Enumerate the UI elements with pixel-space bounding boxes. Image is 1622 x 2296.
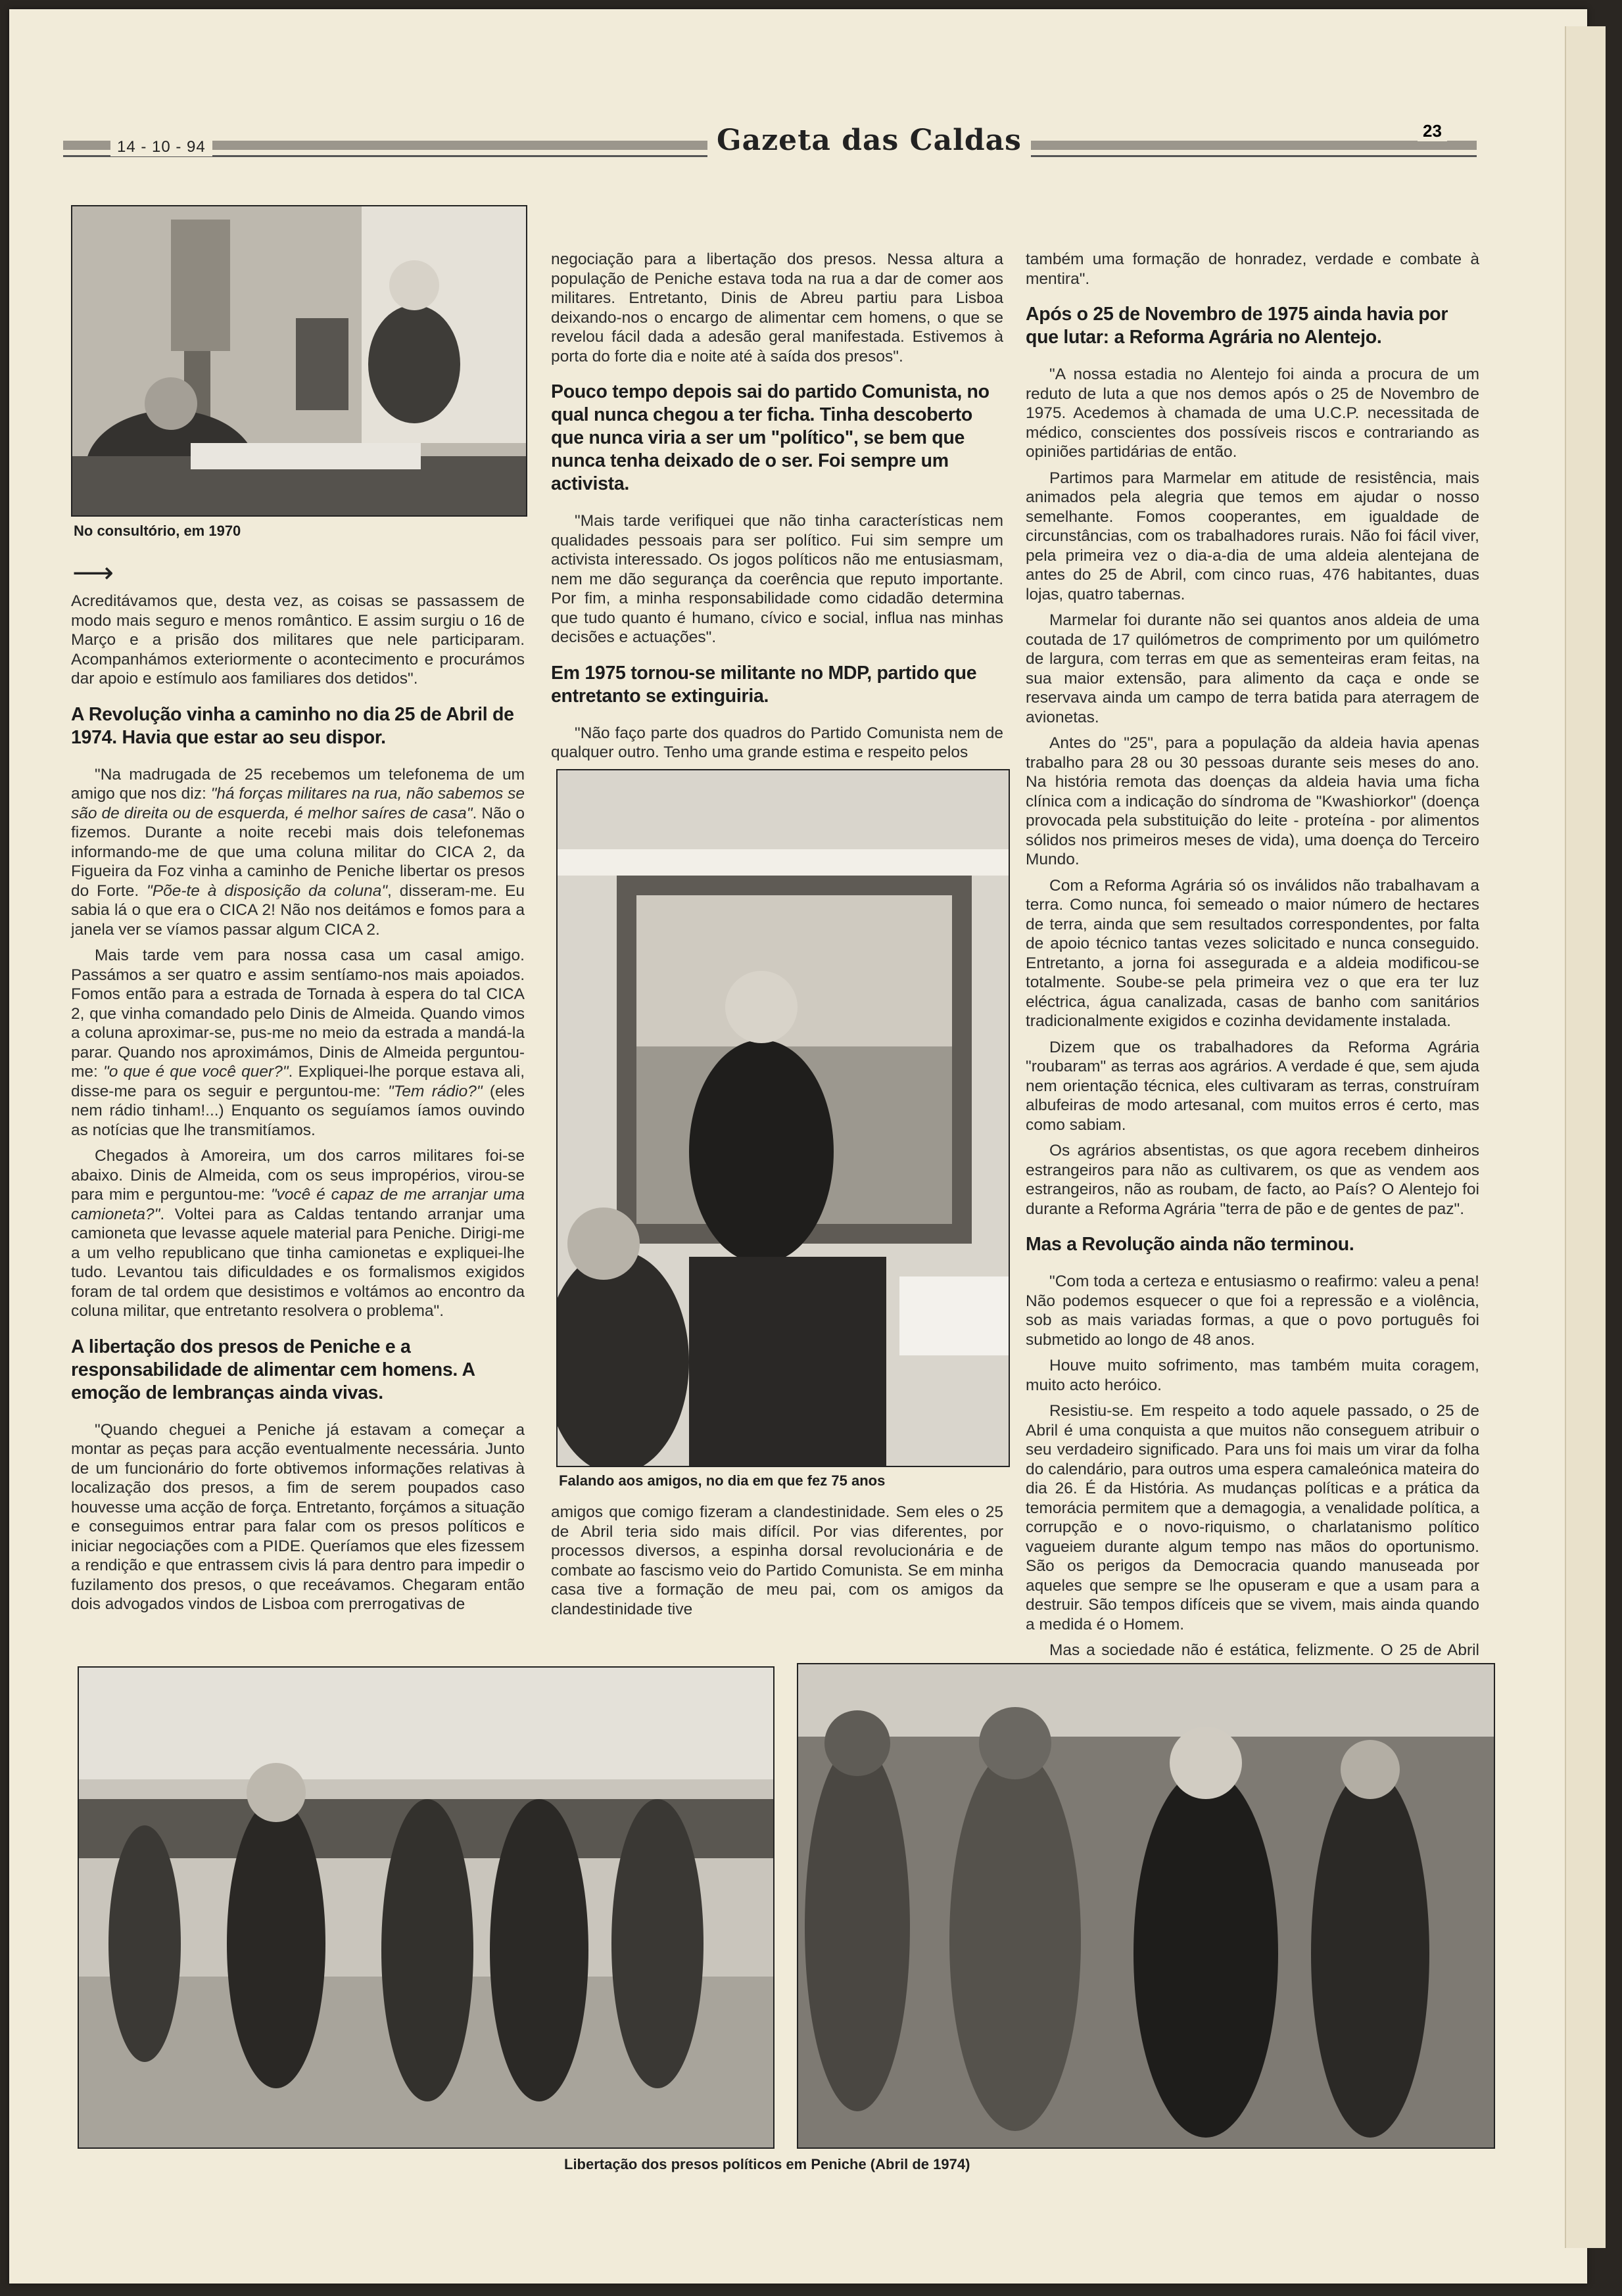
col3-para-10: Houve muito sofrimento, mas também muita coragem, muito acto heróico.	[1026, 1357, 1479, 1394]
col3-para-11: Resistiu-se. Em respeito a todo aquele passado, o 25 de Abril é uma conquista a que muitos não conseguem atribuir o seu verdadeiro significado. Para uns foi mais um virar da folha do calendário, para outros uma espera camaleónica mateira do dia 26. É da História. As mudanças políticas e a prática da temorácia permitem que a demagogia, a venalidade política, a corrupção e o novo-riquismo, o charlatanismo político vagueiem durante algum tempo nas mãos do oportunismo. São os perigos da Democracia quando manuseada por aqueles que sempre se lhe opuseram e que a usam para a destruir. São tempos difíceis que se vivem, mais ainda quando a medida é o Homem.	[1026, 1402, 1479, 1633]
photo-75-anos	[556, 769, 1010, 1467]
photo-peniche-left	[78, 1666, 775, 2149]
col1-para-4: "Quando cheguei a Peniche já estavam a começar a montar as peças para acção eventualmente necessária. Junto de um funcionário do forte obtivemos informações relativas à localização dos presos, a fim de serem poupados caso houvesse uma acção de força. Entretanto, forçámos a situação e conseguimos entrar para falar com os presos políticos e iniciar negociações com a PIDE. Queríamos que eles fizessem a rendição e que entrassem civis lá para dentro para impedir o fuzilamento dos presos, o que receávamos. Chegaram então dois advogados vindos de Lisboa com prerrogativas de	[71, 1420, 525, 1613]
col3-para-5: Antes do "25", para a população da aldeia havia apenas trabalho para 28 ou 30 pessoas durante seis meses do ano. Na história remota das doenças da aldeia havia uma ficha clínica com a indicação do síndroma de "Kwashiorkor" (doença provocada pela substituição do leite - proteína - por alimentos sólidos nos primeiros meses de vida), uma doença do Terceiro Mundo.	[1026, 734, 1479, 868]
photo-consultorio-image	[72, 206, 526, 515]
col3-para-8: Os agrários absentistas, os que agora recebem dinheiros estrangeiros para não as cultivarem, os que as vendem aos estrangeiros, não as roubam, de facto, ao País? O Alentejo foi durante a Reforma Agrária "terra de pão e de gentes de paz".	[1026, 1142, 1479, 1218]
col2-para-2: "Mais tarde verifiquei que não tinha características nem qualidades pessoais para ser político. Fui sim sempre um activista interessado. Os jogos políticos não me entusiasmam, nem me dão segurança da coerência que reputo importante. Por fim, a minha responsabilidade como cidadão determina que tudo quanto é humano, cívico e social, influa nas minhas decisões e actuações".	[551, 512, 1003, 646]
col1-para-2: Mais tarde vem para nossa casa um casal amigo. Passámos a ser quatro e assim sentíamo-nos mais apoiados. Fomos então para a estrada de Tornada à espera do tal CICA 2, que vinha comandado pelo Dinis de Almeida. Quando vimos a coluna aproximar-se, pus-me no meio da estrada a mandá-la parar. Quando nos aproximámos, Dinis de Almeida perguntou-me: "o que é que você quer?". Expliquei-lhe porque estava ali, disse-me para os seguir e perguntou-me: "Tem rádio?" (eles nem rádio tinham!...) Enquanto os seguíamos íamos ouvindo as notícias que lhe transmitíamos.	[71, 947, 525, 1139]
column-1	[71, 592, 525, 1621]
col3-para-6: Com a Reforma Agrária só os inválidos não trabalhavam a terra. Como nunca, foi semeado o maior número de hectares de terra, ainda que sem resultados correspondentes, por falta de apoio técnico tantas vezes solicitado e nunca conseguido. Entretanto, a jorna foi assegurada e a aldeia modificou-se totalmente. Soube-se pela primeira vez o que era ter luz eléctrica, água canalizada, casas de banho com sanitários tradicionalmente exigidos e cozinha devidamente instalada.	[1026, 876, 1479, 1030]
col3-heading-1: Após o 25 de Novembro de 1975 ainda havia por que lutar: a Reforma Agrária no Alentejo.	[1026, 304, 1448, 348]
page-header	[63, 118, 1477, 164]
col2-heading-1: Pouco tempo depois sai do partido Comunista, no qual nunca chegou a ter ficha. Tinha descoberto que nunca viria a ser um "político", se bem que nunca tenha deixado de o ser. Foi sempre um activista.	[551, 381, 990, 494]
page-number: 23	[1418, 121, 1447, 141]
col3-para-7: Dizem que os trabalhadores da Reforma Agrária "roubaram" as terras aos agrários. A verdade é que, sem ajuda nem orientação técnica, eles cultivaram as terras, construíram albufeiras de modo artesanal, com muitos erros é certo, mas como sabiam.	[1026, 1038, 1479, 1134]
col3-para-9: "Com toda a certeza e entusiasmo o reafirmo: valeu a pena! Não podemos esquecer o que foi a repressão e a violência, sob as mais variadas formas, a que o povo português foi submetido ao longo de 48 anos.	[1026, 1273, 1479, 1349]
masthead-title: Gazeta das Caldas	[707, 124, 1031, 157]
col3-para-2: "A nossa estadia no Alentejo foi ainda a procura de um reduto de luta a que nos demos após o 25 de Novembro de 1975. Acedemos à chamada de uma U.C.P. necessitada de médico, conscientes dos possíveis riscos e contrariando as opiniões partidárias de então.	[1026, 365, 1479, 461]
column-2-bottom	[551, 1503, 1003, 1626]
col1-heading-1: A Revolução vinha a caminho no dia 25 de Abril de 1974. Havia que estar ao seu dispor.	[71, 703, 514, 748]
col3-heading-2: Mas a Revolução ainda não terminou.	[1026, 1234, 1354, 1255]
photo-75-anos-image	[558, 770, 1009, 1466]
col2-heading-2: Em 1975 tornou-se militante no MDP, partido que entretanto se extinguiria.	[551, 662, 977, 707]
col3-para-4: Marmelar foi durante não sei quantos anos aldeia de uma coutada de 17 quilómetros de comprimento por um quilómetro de largura, com terras em que as sementeiras eram feitas, na sua maior extensão, para alimento da caça e onde se reservava ainda um campo de terra batida para aterragem de avionetas.	[1026, 611, 1479, 726]
caption-75-anos: Falando aos amigos, no dia em que fez 75 anos	[559, 1472, 886, 1489]
col3-para-1: também uma formação de honradez, verdade e combate à mentira".	[1026, 250, 1479, 288]
col3-para-3: Partimos para Marmelar em atitude de resistência, mais animados pela alegria que temos em ajudar o nosso semelhante. Fomos cooperantes, em igualdade de circunstâncias, com os trabalhadores rurais. Não foi fácil viver, pela primeira vez o dia-a-dia de uma aldeia alentejana de antes do 25 de Abril, com cinco ruas, 476 habitantes, duas lojas, quatro tabernas.	[1026, 469, 1479, 603]
continuation-arrow-icon: ⟶	[72, 557, 114, 589]
col3-para-12: Mas a sociedade não é estática, felizmente. O 25 de Abril	[1026, 1641, 1479, 1679]
col2-para-4: amigos que comigo fizeram a clandestinidade. Sem eles o 25 de Abril teria sido mais difícil. Por vias diferentes, por processos diversos, a espinha dorsal revolucionária e de combate ao fascismo veio do Partido Comunista. Se em minha casa tive a formação de meu pai, com os amigos da clandestinidade tive	[551, 1503, 1003, 1618]
col1-heading-2: A libertação dos presos de Peniche e a responsabilidade de alimentar cem homens. A emoção de lembranças ainda vivas.	[71, 1336, 475, 1403]
caption-consultorio: No consultório, em 1970	[74, 523, 241, 539]
photo-peniche-right	[797, 1663, 1495, 2149]
col2-para-3: "Não faço parte dos quadros do Partido Comunista nem de qualquer outro. Tenho uma grande estima e respeito pelos	[551, 724, 1003, 761]
col1-intro: Acreditávamos que, desta vez, as coisas se passassem de modo mais seguro e menos romântico. E assim surgiu o 16 de Março e a prisão dos militares que nele participaram. Acompanhámos exteriormente o acontecimento e procurámos dar apoio e estímulo aos familiares dos detidos".	[71, 592, 525, 688]
column-3	[1026, 250, 1479, 1686]
photo-peniche-right-image	[798, 1664, 1494, 2147]
col2-para-1: negociação para a libertação dos presos. Nessa altura a população de Peniche estava toda na rua a dar de comer aos militares. Entretanto, Dinis de Abreu partiu para Lisboa deixando-nos o encargo de alimentar cem homens, o que se revelou fácil dada a adesão geral manifestada. Estivemos à porta do forte dia e noite até à saída dos presos".	[551, 250, 1003, 365]
col1-para-1: "Na madrugada de 25 recebemos um telefonema de um amigo que nos diz: "há forças militares na rua, não sabemos se são de direita ou de esquerda, é melhor saíres de casa". Não o fizemos. Durante a noite recebi mais dois telefonemas informando-me de que uma coluna militar do CICA 2, da Figueira da Foz vinha a caminho de Peniche libertar os presos do Forte. "Põe-te à disposição da coluna", disseram-me. Eu sabia lá o que era o CICA 2! Não nos deitámos e fomos para a janela ver se víamos passar algum CICA 2.	[71, 765, 525, 939]
page-edge	[1565, 26, 1606, 2248]
column-2-top	[551, 250, 1003, 769]
col1-para-3: Chegados à Amoreira, um dos carros militares foi-se abaixo. Dinis de Almeida, com os seus impropérios, virou-se para mim e perguntou-me: "você é capaz de me arranjar uma camioneta?". Voltei para as Caldas tentando arranjar uma camioneta que levasse aquele material para Peniche. Dirigi-me a um velho republicano que tinha camionetas e expliquei-lhe tudo. Levantou tais dificuldades e os formalismos exigidos foram de tal ordem que desistimos e voltámos ao encontro da coluna militar, que entretanto resolvera o problema".	[71, 1147, 525, 1320]
photo-peniche-left-image	[79, 1668, 773, 2147]
caption-peniche: Libertação dos presos políticos em Peniche (Abril de 1974)	[564, 2156, 970, 2172]
issue-date: 14 - 10 - 94	[110, 138, 212, 156]
photo-consultorio	[71, 205, 527, 517]
